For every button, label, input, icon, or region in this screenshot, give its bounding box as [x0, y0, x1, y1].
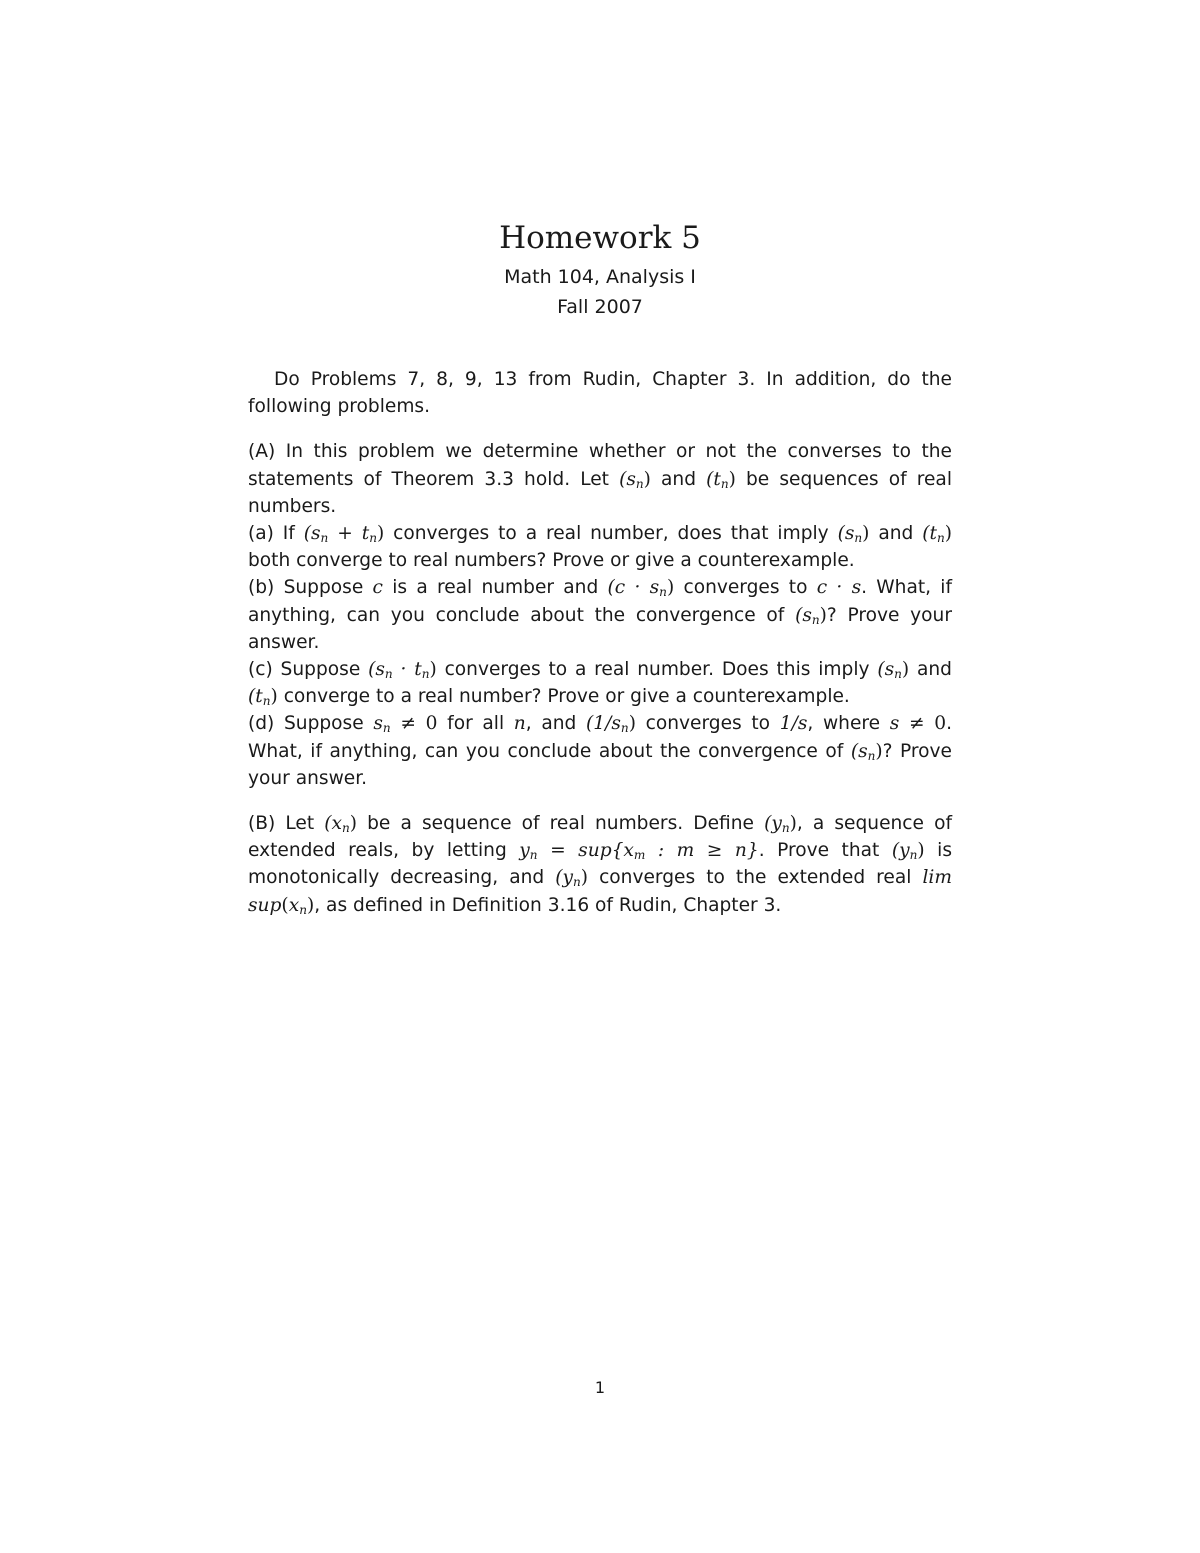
course-name: Math 104, Analysis I: [504, 266, 696, 288]
page-title: Homework 5: [499, 220, 701, 256]
part-d: (d) Suppose $s_n \ne 0$ for all n, and $(1/s_n)$ converges to 1/s, where s ≠ 0. What, if anything, can you conclude about the convergence of $(s_n)$? Prove your answer.: [248, 713, 952, 789]
document-body: [248, 366, 952, 919]
part-b: (b) Suppose c is a real number and $(c \cdot s_n)$ converges to c · s. What, if anything, can you conclude about the convergence of $(s_n)$? Prove your answer.: [248, 577, 953, 653]
part-c: (c) Suppose $(s_n \cdot t_n)$ converges to a real number. Does this imply $(s_n)$ and $(t_n)$ converge to a real number? Prove or give a counterexample.: [248, 659, 952, 709]
part-a: (a) If $(s_n + t_n)$ converges to a real number, does that imply $(s_n)$ and $(t_n)$ both converge to real numbers? Prove or give a counterexample.: [248, 523, 952, 572]
intro-paragraph: Do Problems 7, 8, 9, 13 from Rudin, Chapter 3. In addition, do the following problems.: [248, 369, 952, 418]
problem-b: (B) Let $(x_n)$ be a sequence of real numbers. Define $(y_n)$, a sequence of extended reals, by letting $y_n = sup\{x_m$ : m ≥ n}. Prove that $(y_n)$ is monotonically decreasing, and $(y_n)$ converges to the extended real $\lim sup(x_n)$, as defined in Definition 3.16 of Rudin, Chapter 3.: [248, 813, 953, 917]
term: Fall 2007: [557, 296, 643, 318]
problem-a: (A) In this problem we determine whether or not the converses to the statements of Theorem 3.3 hold. Let $(s_n)$ and $(t_n)$ be sequences of real numbers. (a) If $(s_n + t_n)$ converges to a real number, does that imply $(s_n)$ and $(t_n)$ both converge to real numbers? Prove or give a counterexample. (b) Suppose c is a real number and $(c \cdot s_n)$ converges to c · s. What, if anything, can you conclude about the convergence of $(s_n)$? Prove your answer. (c) Suppose $(s_n \cdot t_n)$ converges to a real number. Does this imply $(s_n)$ and $(t_n)$ converge to a real number? Prove or give a counterexample. (d) Suppose $s_n \ne 0$ for all n, and $(1/s_n)$ converges to 1/s, where s ≠ 0. What, if anything, can you conclude about the convergence of $(s_n)$? Prove your answer.: [248, 441, 953, 789]
page-number: 1: [594, 1378, 606, 1397]
